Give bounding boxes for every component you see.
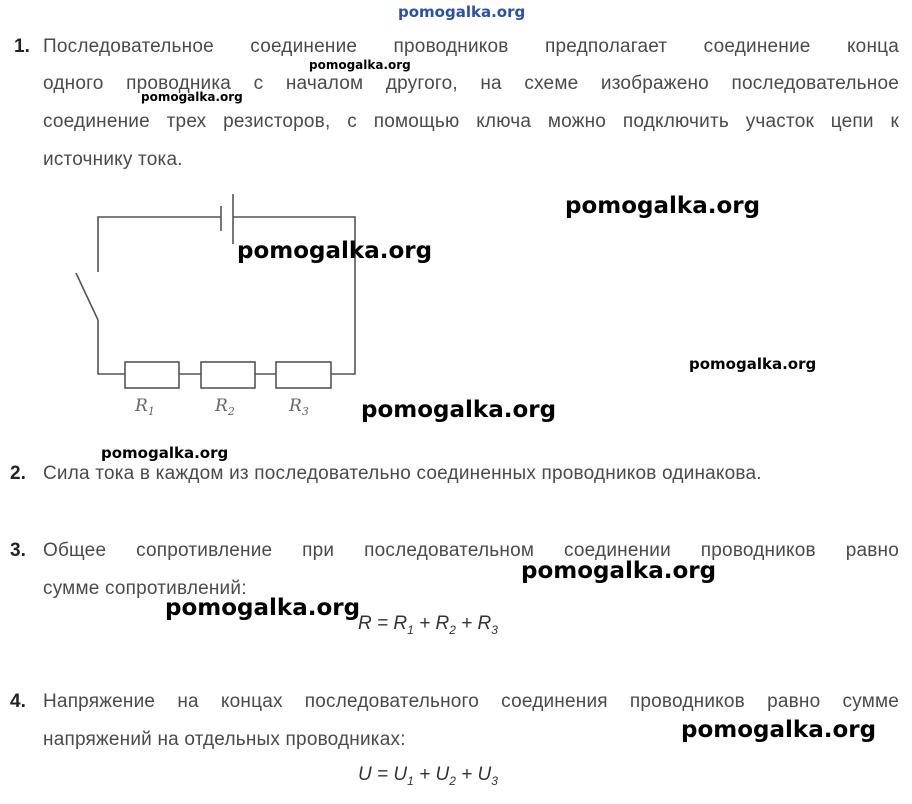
item-3-number: 3. [10,540,26,561]
formula-resistance: $R = R_1 + R_2 + R_3$ [358,613,498,637]
wire-top-left [98,217,221,272]
item-1-line-3: соединение трех резисторов, с помощью ключа можно подключить участок цепи к [43,111,899,132]
item-3-line-1: Общее сопротивление при последовательном соединении проводников равно [43,540,899,561]
item-1-line-4: источнику тока. [43,149,183,170]
watermark-1: pomogalka.org [309,58,411,72]
watermark-10: pomogalka.org [681,717,877,743]
watermark-2: pomogalka.org [141,90,243,104]
item-2-line-1: Сила тока в каждом из последовательно соединенных проводников одинакова. [43,463,762,484]
item-2-number: 2. [10,463,26,484]
resistor-label-r2: $R_2$ [215,396,235,418]
resistor-r2 [201,362,255,388]
formula-voltage: $U = U_1 + U_2 + U_3$ [358,764,498,788]
watermark-9: pomogalka.org [165,595,361,621]
item-1-line-2: одного проводника с началом другого, на схеме изображено последовательное [43,73,899,94]
switch-lever [76,273,98,320]
resistor-r3 [276,362,331,388]
item-4-line-2: напряжений на отдельных проводниках: [43,729,406,750]
watermark-4: pomogalka.org [237,238,433,264]
resistor-label-r1: $R_1$ [135,396,155,418]
item-1-number: 1. [14,36,30,57]
watermark-top: pomogalka.org [398,3,526,21]
watermark-7: pomogalka.org [101,444,229,462]
resistor-r1 [125,362,179,388]
item-4-line-1: Напряжение на концах последовательного соединения проводников равно сумме [43,691,899,712]
item-4-number: 4. [10,691,26,712]
resistor-label-r3: $R_3$ [289,396,309,418]
item-3-line-2: сумме сопротивлений: [43,578,247,599]
item-1-line-1: Последовательное соединение проводников предполагает соединение конца [43,36,899,57]
watermark-6: pomogalka.org [361,397,557,423]
watermark-8: pomogalka.org [521,558,717,584]
watermark-5: pomogalka.org [689,355,817,373]
watermark-3: pomogalka.org [565,193,761,219]
wire-bottom-left [98,320,125,374]
